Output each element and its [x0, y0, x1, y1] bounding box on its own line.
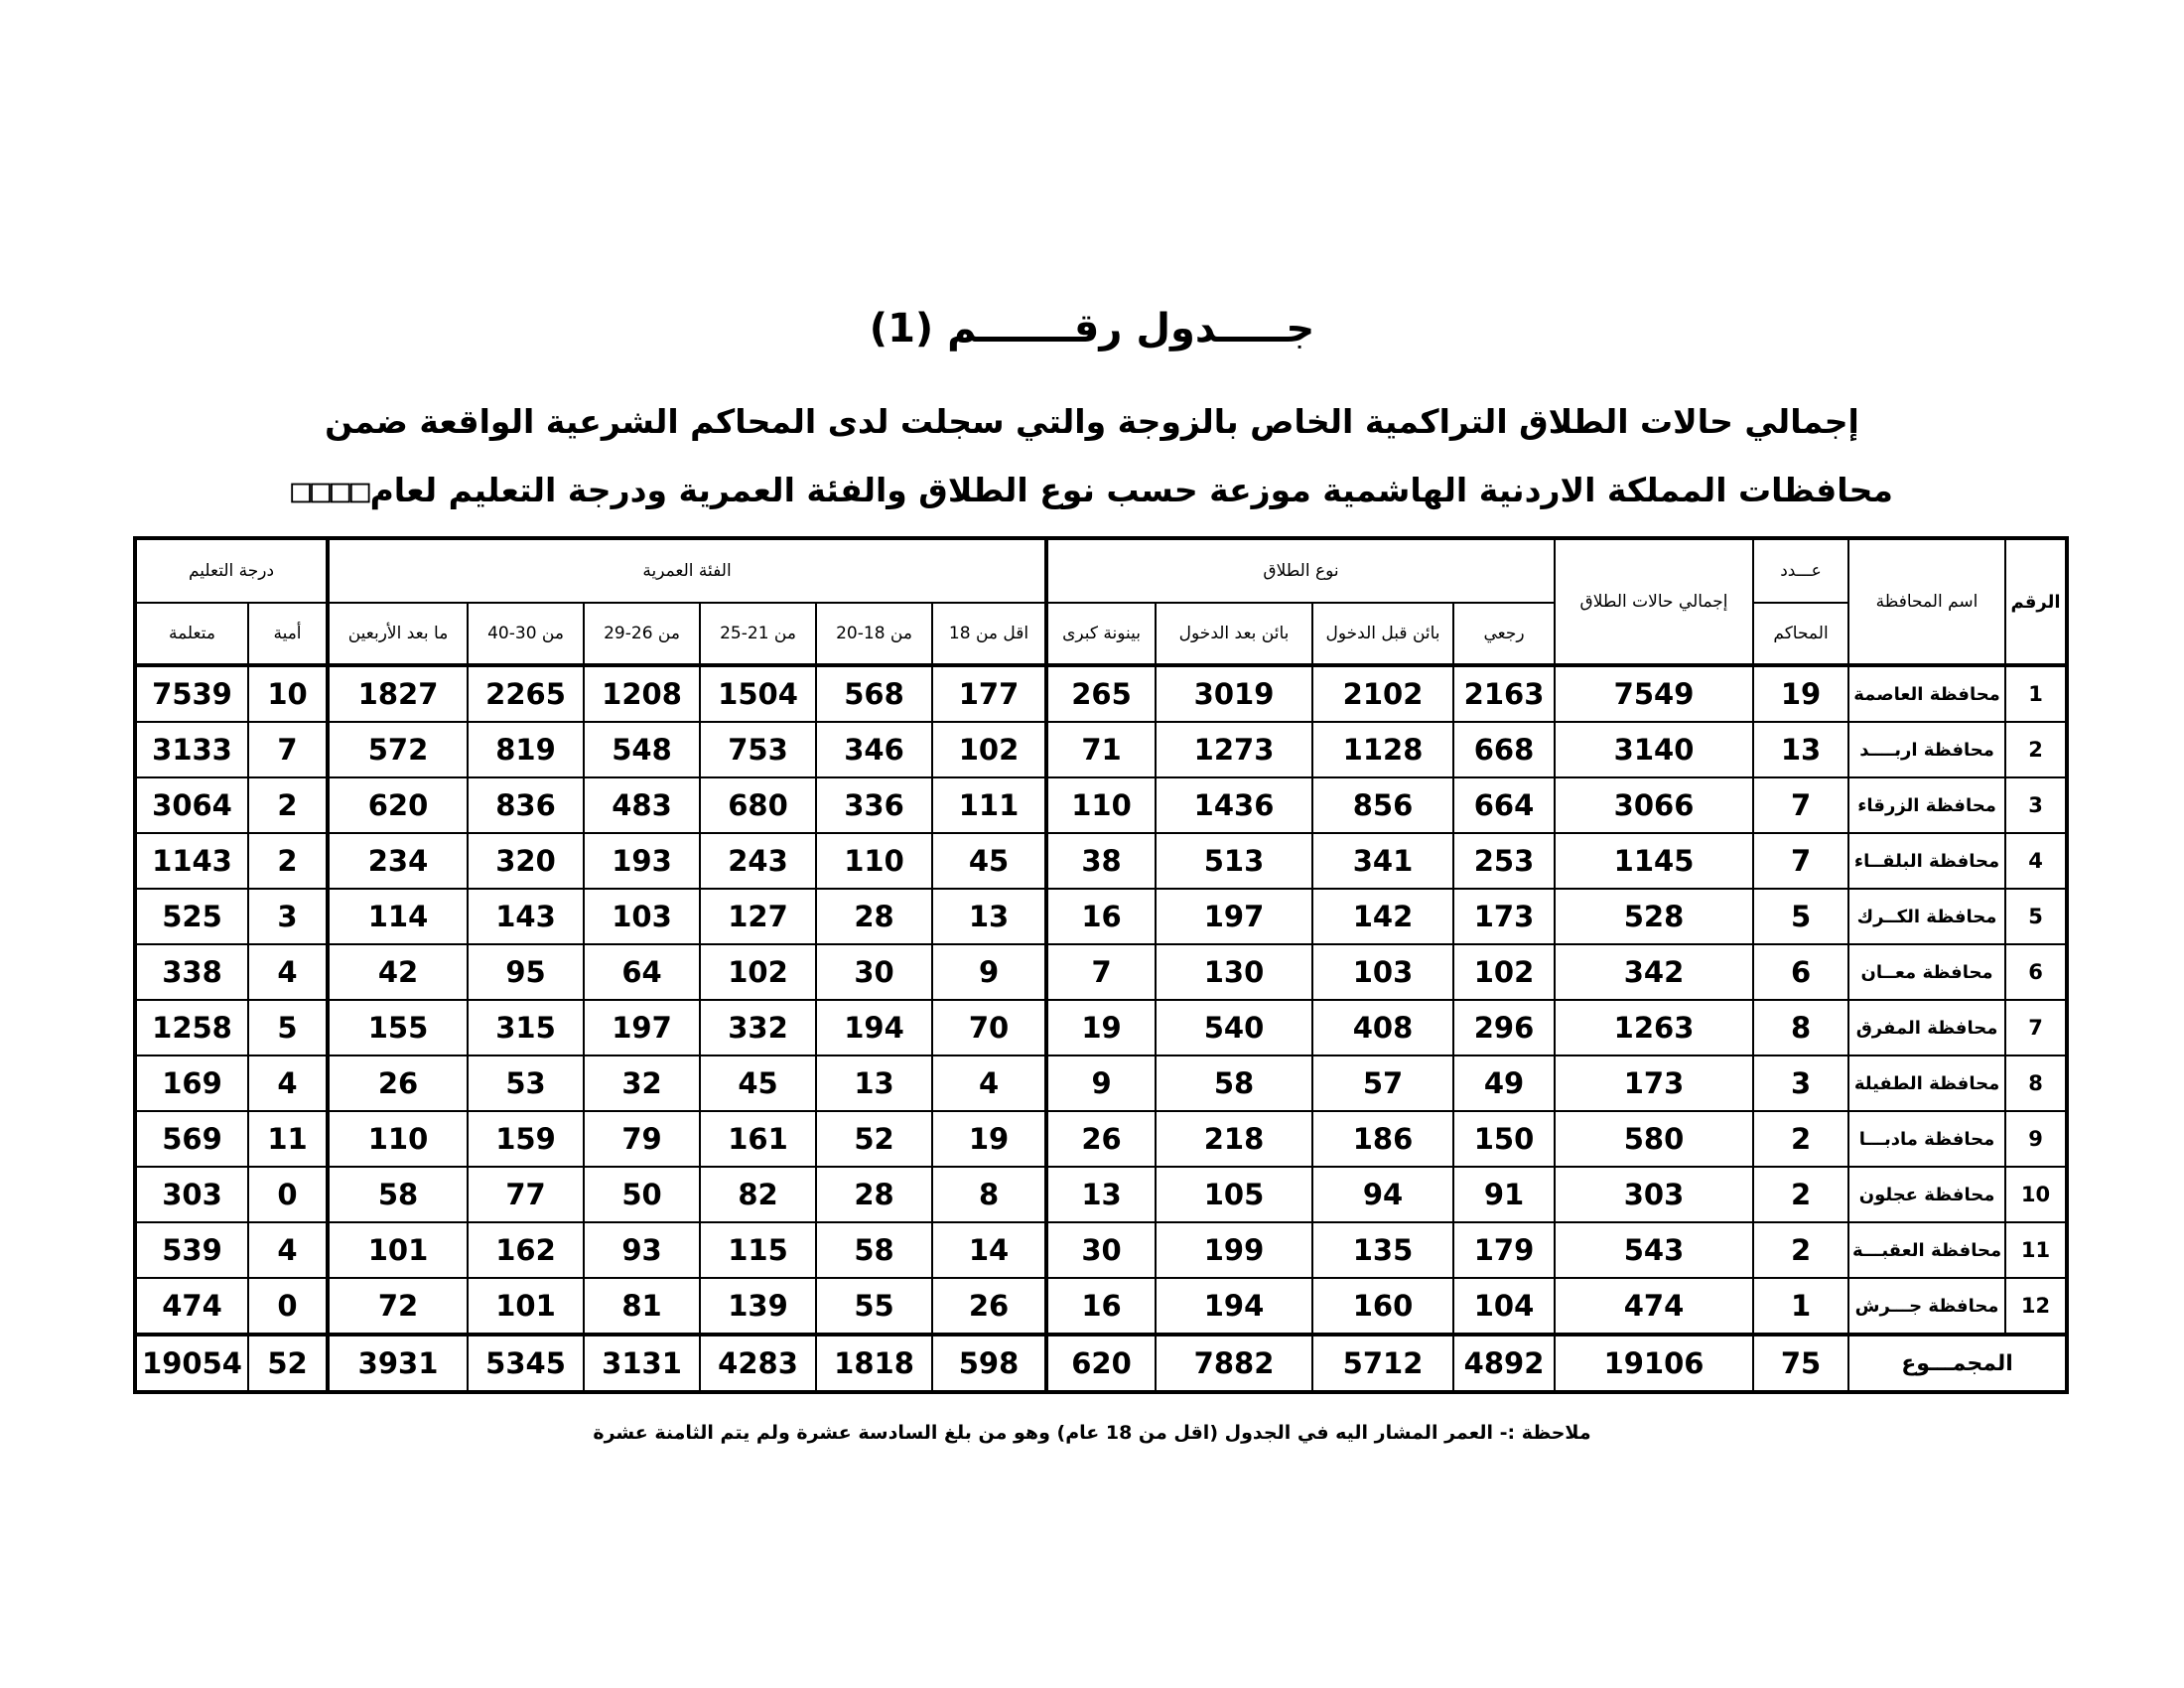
header-rownum: الرقم [2005, 538, 2067, 665]
cell-type-major-separation: 30 [1046, 1222, 1156, 1278]
cell-total-divorce: 543 [1555, 1222, 1753, 1278]
table-row [135, 1278, 2067, 1335]
cell-courts-count: 3 [1753, 1055, 1848, 1111]
cell-type-after-consummation: 199 [1156, 1222, 1312, 1278]
cell-age-26-29: 548 [584, 722, 700, 777]
cell-courts-count: 2 [1753, 1167, 1848, 1222]
cell-row-number: 9 [2005, 1111, 2067, 1167]
table-body [135, 665, 2067, 1335]
cell-type-before-consummation: 57 [1312, 1055, 1453, 1111]
cell-age-21-25: 45 [700, 1055, 816, 1111]
cell-type-raji: 664 [1453, 777, 1555, 833]
cell-type-major-separation: 38 [1046, 833, 1156, 889]
totals-type-1: 4892 [1453, 1335, 1555, 1392]
cell-age-26-29: 103 [584, 889, 700, 944]
cell-age-30-40: 77 [468, 1167, 584, 1222]
cell-type-major-separation: 13 [1046, 1167, 1156, 1222]
cell-age-30-40: 53 [468, 1055, 584, 1111]
cell-governorate-name: محافظة البلقــاء [1848, 833, 2005, 889]
cell-courts-count: 7 [1753, 777, 1848, 833]
cell-age-18-20: 58 [816, 1222, 932, 1278]
cell-type-major-separation: 19 [1046, 1000, 1156, 1055]
cell-row-number: 2 [2005, 722, 2067, 777]
header-divorce-type: نوع الطلاق [1046, 538, 1555, 603]
cell-type-major-separation: 9 [1046, 1055, 1156, 1111]
cell-type-before-consummation: 94 [1312, 1167, 1453, 1222]
cell-age-26-29: 197 [584, 1000, 700, 1055]
totals-type-2: 5712 [1312, 1335, 1453, 1392]
cell-type-before-consummation: 186 [1312, 1111, 1453, 1167]
cell-row-number: 5 [2005, 889, 2067, 944]
cell-courts-count: 7 [1753, 833, 1848, 889]
totals-education-1: 52 [248, 1335, 328, 1392]
cell-edu-educated: 569 [135, 1111, 248, 1167]
header-row-2 [135, 603, 2067, 665]
subtitle-line-1: إجمالي حالات الطلاق التراكمية الخاص بالزوجة والتي سجلت لدى المحاكم الشرعية الواقعة ضمن [325, 402, 1859, 441]
header-age-4: من 26-29 [584, 603, 700, 665]
cell-row-number: 12 [2005, 1278, 2067, 1335]
cell-age-18-20: 13 [816, 1055, 932, 1111]
cell-type-raji: 2163 [1453, 665, 1555, 722]
cell-governorate-name: محافظة عجلون [1848, 1167, 2005, 1222]
cell-edu-illiterate: 11 [248, 1111, 328, 1167]
totals-type-3: 7882 [1156, 1335, 1312, 1392]
cell-governorate-name: محافظة الطفيلة [1848, 1055, 2005, 1111]
cell-row-number: 6 [2005, 944, 2067, 1000]
cell-age-30-40: 315 [468, 1000, 584, 1055]
cell-age-under-18: 70 [932, 1000, 1046, 1055]
cell-age-26-29: 32 [584, 1055, 700, 1111]
footnote: ملاحظة :- العمر المشار اليه في الجدول (اقل من 18 عام) وهو من بلغ السادسة عشرة ولم يتم الثامنة عشرة [593, 1422, 1591, 1444]
cell-edu-illiterate: 2 [248, 777, 328, 833]
cell-edu-educated: 303 [135, 1167, 248, 1222]
cell-type-after-consummation: 218 [1156, 1111, 1312, 1167]
cell-age-21-25: 115 [700, 1222, 816, 1278]
cell-age-30-40: 819 [468, 722, 584, 777]
header-age-2: من 18-20 [816, 603, 932, 665]
cell-age-18-20: 52 [816, 1111, 932, 1167]
header-education-2: متعلمة [135, 603, 248, 665]
cell-type-major-separation: 110 [1046, 777, 1156, 833]
cell-type-before-consummation: 408 [1312, 1000, 1453, 1055]
cell-edu-educated: 3133 [135, 722, 248, 777]
cell-type-raji: 102 [1453, 944, 1555, 1000]
table-row [135, 889, 2067, 944]
cell-age-26-29: 81 [584, 1278, 700, 1335]
cell-governorate-name: محافظة المفرق [1848, 1000, 2005, 1055]
cell-edu-educated: 474 [135, 1278, 248, 1335]
table-title: جـــــدول رقـــــــم (1) [869, 306, 1315, 352]
totals-age-3: 4283 [700, 1335, 816, 1392]
cell-edu-illiterate: 0 [248, 1167, 328, 1222]
cell-type-after-consummation: 3019 [1156, 665, 1312, 722]
cell-edu-educated: 1258 [135, 1000, 248, 1055]
cell-governorate-name: محافظة جـــرش [1848, 1278, 2005, 1335]
table-row [135, 1222, 2067, 1278]
cell-type-after-consummation: 105 [1156, 1167, 1312, 1222]
cell-type-major-separation: 26 [1046, 1111, 1156, 1167]
cell-age-under-18: 177 [932, 665, 1046, 722]
cell-type-major-separation: 71 [1046, 722, 1156, 777]
cell-age-30-40: 2265 [468, 665, 584, 722]
cell-total-divorce: 474 [1555, 1278, 1753, 1335]
cell-edu-educated: 525 [135, 889, 248, 944]
cell-age-under-18: 26 [932, 1278, 1046, 1335]
totals-age-1: 598 [932, 1335, 1046, 1392]
cell-age-30-40: 143 [468, 889, 584, 944]
cell-type-major-separation: 16 [1046, 1278, 1156, 1335]
cell-edu-educated: 539 [135, 1222, 248, 1278]
statistics-table-wrapper [133, 536, 2065, 1394]
cell-row-number: 8 [2005, 1055, 2067, 1111]
cell-age-30-40: 101 [468, 1278, 584, 1335]
header-divorce-type-1: رجعي [1453, 603, 1555, 665]
cell-row-number: 1 [2005, 665, 2067, 722]
cell-type-raji: 296 [1453, 1000, 1555, 1055]
cell-row-number: 10 [2005, 1167, 2067, 1222]
cell-total-divorce: 342 [1555, 944, 1753, 1000]
cell-row-number: 7 [2005, 1000, 2067, 1055]
cell-edu-illiterate: 4 [248, 944, 328, 1000]
cell-age-30-40: 162 [468, 1222, 584, 1278]
cell-edu-illiterate: 4 [248, 1222, 328, 1278]
cell-courts-count: 2 [1753, 1111, 1848, 1167]
cell-age-21-25: 680 [700, 777, 816, 833]
totals-total: 19106 [1555, 1335, 1753, 1392]
cell-type-major-separation: 265 [1046, 665, 1156, 722]
cell-age-over-40: 101 [328, 1222, 468, 1278]
cell-age-over-40: 234 [328, 833, 468, 889]
cell-type-raji: 104 [1453, 1278, 1555, 1335]
cell-row-number: 11 [2005, 1222, 2067, 1278]
cell-courts-count: 5 [1753, 889, 1848, 944]
table-row [135, 833, 2067, 889]
cell-governorate-name: محافظة معــان [1848, 944, 2005, 1000]
cell-type-after-consummation: 58 [1156, 1055, 1312, 1111]
cell-courts-count: 1 [1753, 1278, 1848, 1335]
cell-edu-educated: 7539 [135, 665, 248, 722]
header-age-1: اقل من 18 [932, 603, 1046, 665]
cell-age-under-18: 19 [932, 1111, 1046, 1167]
cell-edu-illiterate: 0 [248, 1278, 328, 1335]
totals-type-4: 620 [1046, 1335, 1156, 1392]
cell-age-30-40: 159 [468, 1111, 584, 1167]
header-divorce-type-4: بينونة كبرى [1046, 603, 1156, 665]
cell-type-after-consummation: 130 [1156, 944, 1312, 1000]
cell-total-divorce: 1263 [1555, 1000, 1753, 1055]
cell-type-before-consummation: 135 [1312, 1222, 1453, 1278]
cell-edu-illiterate: 4 [248, 1055, 328, 1111]
cell-courts-count: 13 [1753, 722, 1848, 777]
cell-age-under-18: 8 [932, 1167, 1046, 1222]
year-placeholder: □□□□ [291, 471, 370, 509]
cell-governorate-name: محافظة مادبـــا [1848, 1111, 2005, 1167]
table-row [135, 944, 2067, 1000]
cell-courts-count: 6 [1753, 944, 1848, 1000]
subtitle-line-2 [199, 471, 1985, 509]
header-divorce-type-3: بائن بعد الدخول [1156, 603, 1312, 665]
header-education: درجة التعليم [135, 538, 328, 603]
header-governorate: اسم المحافظة [1848, 538, 2005, 665]
cell-governorate-name: محافظة الكــرك [1848, 889, 2005, 944]
cell-type-after-consummation: 540 [1156, 1000, 1312, 1055]
cell-governorate-name: محافظة الزرقاء [1848, 777, 2005, 833]
totals-age-5: 5345 [468, 1335, 584, 1392]
cell-type-after-consummation: 1273 [1156, 722, 1312, 777]
cell-total-divorce: 580 [1555, 1111, 1753, 1167]
cell-type-raji: 91 [1453, 1167, 1555, 1222]
totals-age-4: 3131 [584, 1335, 700, 1392]
table-row [135, 1167, 2067, 1222]
cell-age-21-25: 332 [700, 1000, 816, 1055]
cell-total-divorce: 3140 [1555, 722, 1753, 777]
cell-age-18-20: 568 [816, 665, 932, 722]
cell-type-after-consummation: 513 [1156, 833, 1312, 889]
cell-age-under-18: 13 [932, 889, 1046, 944]
header-total-divorce: إجمالي حالات الطلاق [1555, 538, 1753, 665]
cell-governorate-name: محافظة العاصمة [1848, 665, 2005, 722]
cell-edu-educated: 3064 [135, 777, 248, 833]
cell-age-over-40: 620 [328, 777, 468, 833]
cell-age-26-29: 193 [584, 833, 700, 889]
cell-edu-educated: 169 [135, 1055, 248, 1111]
cell-age-under-18: 4 [932, 1055, 1046, 1111]
cell-age-21-25: 102 [700, 944, 816, 1000]
cell-row-number: 4 [2005, 833, 2067, 889]
cell-total-divorce: 528 [1555, 889, 1753, 944]
cell-type-raji: 49 [1453, 1055, 1555, 1111]
cell-courts-count: 19 [1753, 665, 1848, 722]
cell-age-21-25: 243 [700, 833, 816, 889]
header-age-3: من 21-25 [700, 603, 816, 665]
cell-age-21-25: 139 [700, 1278, 816, 1335]
cell-type-raji: 150 [1453, 1111, 1555, 1167]
totals-label: المجمـــوع [1848, 1335, 2067, 1392]
cell-type-major-separation: 16 [1046, 889, 1156, 944]
header-age-5: من 30-40 [468, 603, 584, 665]
table-row [135, 1055, 2067, 1111]
cell-age-26-29: 79 [584, 1111, 700, 1167]
cell-age-18-20: 28 [816, 1167, 932, 1222]
cell-type-raji: 179 [1453, 1222, 1555, 1278]
cell-type-major-separation: 7 [1046, 944, 1156, 1000]
cell-age-21-25: 82 [700, 1167, 816, 1222]
cell-type-before-consummation: 341 [1312, 833, 1453, 889]
cell-age-under-18: 102 [932, 722, 1046, 777]
cell-type-after-consummation: 197 [1156, 889, 1312, 944]
cell-age-over-40: 572 [328, 722, 468, 777]
cell-age-18-20: 110 [816, 833, 932, 889]
header-divorce-type-2: بائن قبل الدخول [1312, 603, 1453, 665]
cell-total-divorce: 1145 [1555, 833, 1753, 889]
cell-age-18-20: 55 [816, 1278, 932, 1335]
cell-age-over-40: 155 [328, 1000, 468, 1055]
cell-age-under-18: 14 [932, 1222, 1046, 1278]
cell-edu-educated: 338 [135, 944, 248, 1000]
header-age-group: الفئة العمرية [328, 538, 1046, 603]
cell-type-before-consummation: 160 [1312, 1278, 1453, 1335]
totals-age-6: 3931 [328, 1335, 468, 1392]
table-row [135, 665, 2067, 722]
cell-age-over-40: 58 [328, 1167, 468, 1222]
cell-age-26-29: 64 [584, 944, 700, 1000]
cell-edu-illiterate: 7 [248, 722, 328, 777]
cell-age-21-25: 753 [700, 722, 816, 777]
cell-age-21-25: 161 [700, 1111, 816, 1167]
cell-age-over-40: 72 [328, 1278, 468, 1335]
cell-age-under-18: 45 [932, 833, 1046, 889]
cell-type-after-consummation: 1436 [1156, 777, 1312, 833]
totals-row [135, 1335, 2067, 1392]
cell-edu-illiterate: 5 [248, 1000, 328, 1055]
table-row [135, 1000, 2067, 1055]
cell-type-raji: 253 [1453, 833, 1555, 889]
cell-edu-illiterate: 3 [248, 889, 328, 944]
cell-age-over-40: 110 [328, 1111, 468, 1167]
cell-total-divorce: 173 [1555, 1055, 1753, 1111]
table-row [135, 722, 2067, 777]
cell-type-before-consummation: 2102 [1312, 665, 1453, 722]
totals-education-2: 19054 [135, 1335, 248, 1392]
header-courts-top: عـــدد [1753, 538, 1848, 603]
cell-type-before-consummation: 103 [1312, 944, 1453, 1000]
cell-type-before-consummation: 1128 [1312, 722, 1453, 777]
cell-age-30-40: 320 [468, 833, 584, 889]
cell-age-over-40: 26 [328, 1055, 468, 1111]
cell-governorate-name: محافظة العقبـــة [1848, 1222, 2005, 1278]
table-row [135, 1111, 2067, 1167]
totals-age-2: 1818 [816, 1335, 932, 1392]
cell-age-18-20: 30 [816, 944, 932, 1000]
cell-edu-educated: 1143 [135, 833, 248, 889]
cell-age-18-20: 336 [816, 777, 932, 833]
cell-age-30-40: 95 [468, 944, 584, 1000]
header-courts-bottom: المحاكم [1753, 603, 1848, 665]
cell-type-raji: 668 [1453, 722, 1555, 777]
header-education-1: أمية [248, 603, 328, 665]
cell-age-18-20: 194 [816, 1000, 932, 1055]
cell-age-30-40: 836 [468, 777, 584, 833]
cell-type-after-consummation: 194 [1156, 1278, 1312, 1335]
cell-edu-illiterate: 10 [248, 665, 328, 722]
cell-total-divorce: 7549 [1555, 665, 1753, 722]
cell-age-21-25: 127 [700, 889, 816, 944]
cell-age-under-18: 111 [932, 777, 1046, 833]
cell-total-divorce: 303 [1555, 1167, 1753, 1222]
header-row-1 [135, 538, 2067, 603]
subtitle-line-2-text: محافظات المملكة الاردنية الهاشمية موزعة حسب نوع الطلاق والفئة العمرية ودرجة التعليم لعام [369, 471, 1893, 509]
header-age-6: ما بعد الأربعين [328, 603, 468, 665]
cell-age-18-20: 346 [816, 722, 932, 777]
cell-age-26-29: 50 [584, 1167, 700, 1222]
cell-courts-count: 8 [1753, 1000, 1848, 1055]
cell-row-number: 3 [2005, 777, 2067, 833]
cell-courts-count: 2 [1753, 1222, 1848, 1278]
cell-age-over-40: 1827 [328, 665, 468, 722]
cell-age-over-40: 42 [328, 944, 468, 1000]
cell-age-21-25: 1504 [700, 665, 816, 722]
cell-total-divorce: 3066 [1555, 777, 1753, 833]
cell-type-raji: 173 [1453, 889, 1555, 944]
cell-governorate-name: محافظة اربــــد [1848, 722, 2005, 777]
cell-type-before-consummation: 856 [1312, 777, 1453, 833]
divorce-statistics-table [133, 536, 2069, 1394]
cell-edu-illiterate: 2 [248, 833, 328, 889]
cell-age-26-29: 1208 [584, 665, 700, 722]
cell-age-26-29: 93 [584, 1222, 700, 1278]
cell-age-26-29: 483 [584, 777, 700, 833]
totals-courts: 75 [1753, 1335, 1848, 1392]
table-row [135, 777, 2067, 833]
cell-type-before-consummation: 142 [1312, 889, 1453, 944]
cell-age-under-18: 9 [932, 944, 1046, 1000]
cell-age-over-40: 114 [328, 889, 468, 944]
cell-age-18-20: 28 [816, 889, 932, 944]
